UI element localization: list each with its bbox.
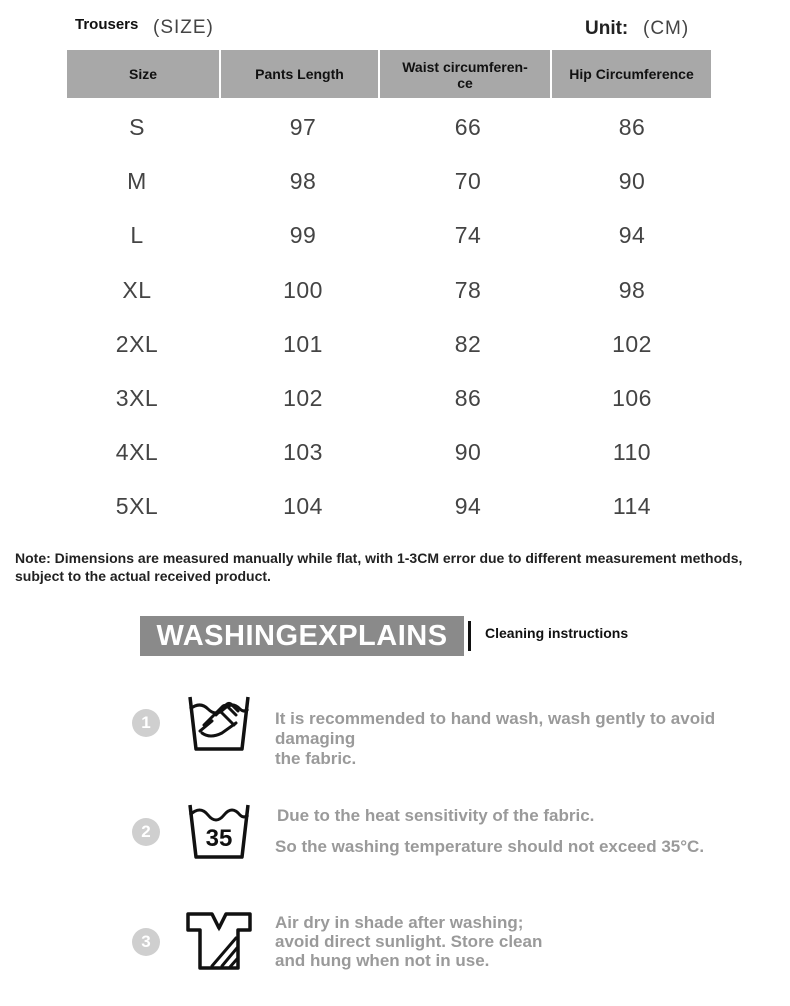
cell-waist: 78: [454, 276, 482, 303]
cell-size: 4XL: [115, 439, 159, 466]
unit-label: Unit:: [585, 18, 629, 39]
wash-temperature-text: 35: [205, 825, 233, 852]
wash-35-icon: [186, 801, 252, 866]
cell-size: M: [127, 168, 147, 195]
cell-hip: 86: [618, 114, 646, 140]
cell-size: 5XL: [115, 493, 159, 520]
cell-pants-length: 101: [283, 330, 323, 357]
table-row: [60, 371, 720, 425]
cell-waist: 70: [454, 168, 482, 195]
table-row: [60, 100, 720, 154]
table-row: [60, 317, 720, 371]
instruction-line: avoid direct sunlight. Store clean: [275, 932, 543, 951]
cell-hip: 114: [612, 493, 652, 520]
instruction-line: and hung when not in use.: [275, 951, 490, 970]
cell-size: XL: [122, 276, 152, 303]
unit-value: (CM): [643, 18, 690, 39]
cell-size: L: [130, 222, 144, 249]
cell-pants-length: 104: [283, 493, 323, 520]
cell-hip: 98: [618, 276, 646, 303]
table-row: [60, 208, 720, 262]
column-header-size: Size: [67, 50, 221, 98]
instruction-text: [275, 913, 542, 970]
cell-size: 3XL: [115, 384, 159, 411]
cell-waist: 82: [454, 330, 482, 357]
cell-size: 2XL: [115, 330, 159, 357]
instruction-line: Air dry in shade after washing;: [275, 913, 524, 932]
step-number-badge: 2: [132, 818, 160, 846]
cell-hip: 90: [618, 168, 646, 195]
cell-hip: 94: [618, 222, 646, 249]
cell-pants-length: 102: [283, 384, 323, 411]
cell-waist: 86: [454, 384, 482, 411]
cell-size: S: [129, 114, 145, 140]
shade-dry-icon: [186, 910, 252, 977]
column-header-hip: Hip Circumference: [569, 66, 694, 82]
instruction-line: So the washing temperature should not exceed 35°C.: [275, 837, 705, 856]
washing-banner: WASHINGEXPLAINS: [140, 616, 464, 656]
cell-pants-length: 99: [289, 222, 317, 249]
cell-waist: 66: [454, 114, 482, 140]
table-row: [60, 479, 720, 533]
cell-hip: 110: [612, 439, 652, 466]
washing-subtitle: Cleaning instructions: [485, 625, 629, 641]
step-number-badge: 3: [132, 928, 160, 956]
size-tag: (SIZE): [153, 17, 214, 38]
cell-waist: 94: [454, 493, 482, 520]
instruction-line: It is recommended to hand wash, wash gently to avoid damaging: [275, 709, 716, 748]
cell-pants-length: 103: [283, 439, 323, 466]
cell-waist: 74: [454, 222, 482, 249]
column-header-pants-length: Pants Length: [221, 50, 380, 98]
instruction-line: Due to the heat sensitivity of the fabric.: [277, 806, 595, 825]
size-table-header: [67, 50, 711, 98]
hand-wash-icon: [186, 693, 252, 758]
size-table-body: [60, 100, 720, 534]
instruction-text: [275, 709, 790, 769]
cell-hip: 106: [612, 384, 652, 411]
cell-pants-length: 98: [289, 168, 317, 195]
page-title: Trousers: [75, 16, 139, 33]
cell-pants-length: 97: [289, 114, 317, 140]
table-row: [60, 154, 720, 208]
cell-waist: 90: [454, 439, 482, 466]
measurement-note: Note: Dimensions are measured manually while flat, with 1-3CM error due to different measurement methods, subject to the actual received product.: [15, 550, 743, 584]
cell-hip: 102: [612, 330, 652, 357]
instruction-line: the fabric.: [275, 749, 357, 768]
column-header-waist: Waist circumferen- ce: [380, 50, 552, 98]
table-row: [60, 263, 720, 317]
table-row: [60, 425, 720, 479]
divider: [468, 621, 471, 651]
cell-pants-length: 100: [283, 276, 323, 303]
step-number-badge: 1: [132, 709, 160, 737]
